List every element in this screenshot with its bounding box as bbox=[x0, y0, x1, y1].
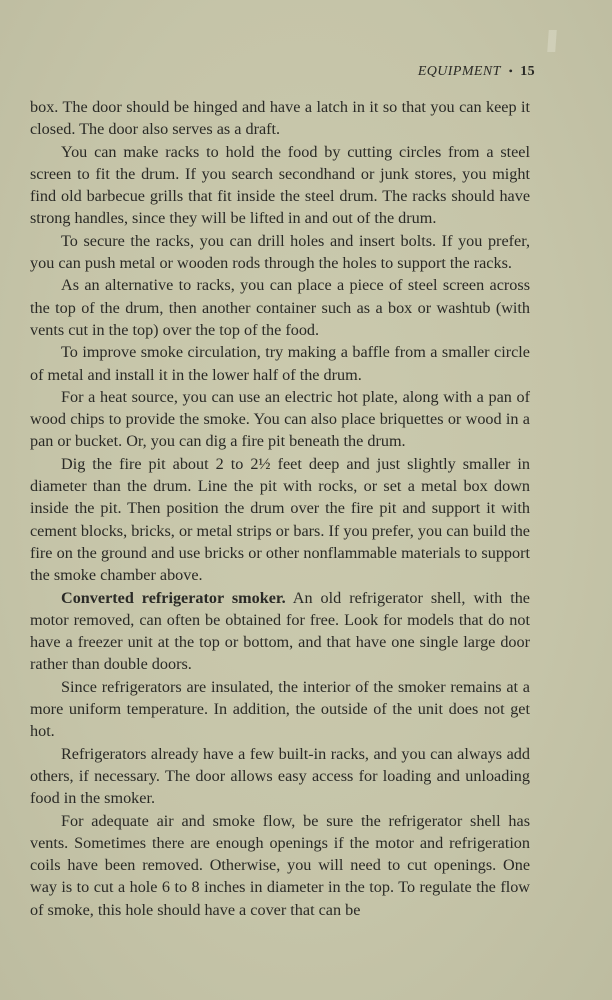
paragraph: To improve smoke circulation, try making a baffle from a smaller circle of metal and install it in the lower half of the drum. bbox=[30, 343, 530, 384]
page-edge-mark bbox=[547, 30, 557, 52]
paragraph: For a heat source, you can use an electric hot plate, along with a pan of wood chips to provide the smoke. You can also place briquettes or wood in a pan or bucket. Or, you can dig a fire pit beneath the drum. bbox=[30, 387, 530, 451]
paragraph: Refrigerators already have a few built-in racks, and you can always add others, if necessary. The door allows easy access for loading and unloading food in the smoker. bbox=[30, 744, 530, 808]
header-separator: • bbox=[508, 64, 514, 78]
paragraph: Dig the fire pit about 2 to 2½ feet deep and just slightly smaller in diameter than the drum. Line the pit with rocks, or set a metal box down inside the pit. Then position the drum over the fire pit and support it with cement blocks, bricks, or metal strips or bars. If you prefer, you can build the fire on the ground and use bricks or other nonflammable materials to support the smoke chamber above. bbox=[30, 454, 530, 585]
page-number: 15 bbox=[520, 64, 535, 79]
paragraph: Since refrigerators are insulated, the interior of the smoker remains at a more uniform temperature. In addition, the outside of the unit does not get hot. bbox=[30, 677, 530, 741]
paragraph: For adequate air and smoke flow, be sure the refrigerator shell has vents. Sometimes there are enough openings if the motor and refrigeration coils have been removed. Otherwise, you will need to cut openings. One way is to cut a hole 6 to 8 inches in diameter in the top. To regulate the flow of smoke, this hole should have a cover that can be bbox=[30, 811, 530, 919]
body-text bbox=[30, 96, 530, 921]
running-head bbox=[418, 64, 535, 80]
paragraph: Converted refrigerator smoker. An old refrigerator shell, with the motor removed, can often be obtained for free. Look for models that do not have a freezer unit at the top or bottom, and that have one single large door rather than double doors. bbox=[30, 588, 530, 674]
paragraph: You can make racks to hold the food by cutting circles from a steel screen to fit the drum. If you search secondhand or junk stores, you might find old barbecue grills that fit inside the steel drum. The racks should have strong handles, since they will be lifted in and out of the drum. bbox=[30, 142, 530, 228]
paragraph: As an alternative to racks, you can place a piece of steel screen across the top of the drum, then another container such as a box or washtub (with vents cut in the top) over the top of the food. bbox=[30, 276, 530, 339]
paragraph: box. The door should be hinged and have a latch in it so that you can keep it closed. The door also serves as a draft. bbox=[30, 98, 530, 139]
run-in-heading: Converted refrigerator smoker. bbox=[61, 588, 286, 607]
paragraph: To secure the racks, you can drill holes and insert bolts. If you prefer, you can push metal or wooden rods through the holes to support the racks. bbox=[30, 231, 530, 273]
section-title: EQUIPMENT bbox=[417, 64, 501, 79]
